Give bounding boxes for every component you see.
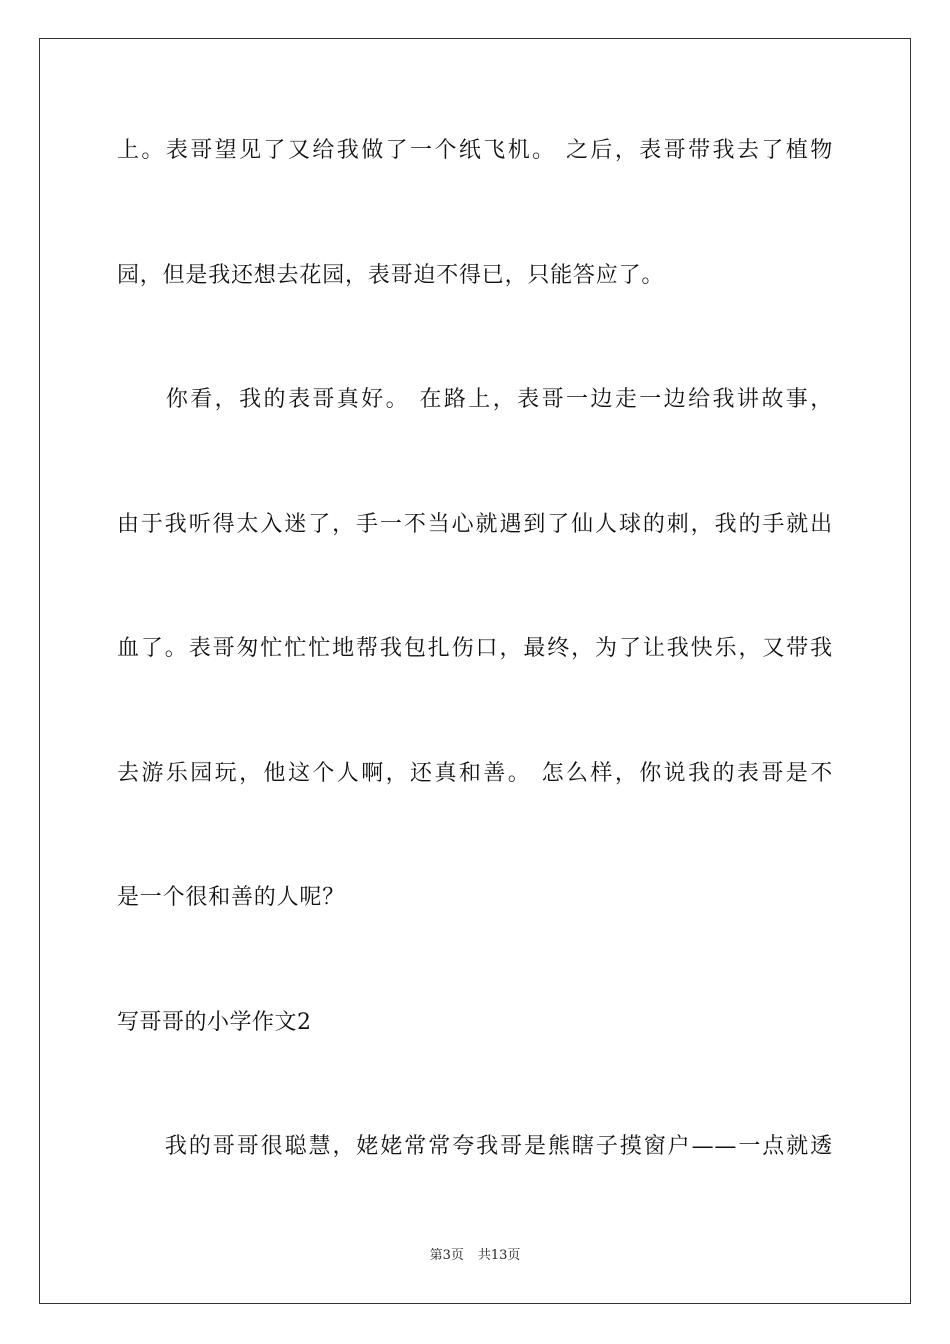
page-total: 共13页 [477,1248,521,1263]
text-line-7: 是一个很和善的人呢？ [117,885,346,910]
page-footer [0,1247,950,1265]
text-line-2: 园，但是我还想去花园，表哥迫不得已，只能答应了。 [117,263,665,288]
text-line-5: 血了。表哥匆忙忙忙地帮我包扎伤口，最终，为了让我快乐，又带我 [117,636,833,661]
section-heading: 写哥哥的小学作文2 [117,1010,312,1035]
text-line-3: 你看，我的表哥真好。 在路上，表哥一边走一边给我讲故事， [117,387,833,412]
page-border [39,38,911,1304]
page-number: 第3页 [429,1248,464,1263]
text-line-6: 去游乐园玩，他这个人啊，还真和善。 怎么样，你说我的表哥是不 [117,761,833,786]
text-line-1: 上。表哥望见了又给我做了一个纸飞机。 之后，表哥带我去了植物 [117,138,833,163]
text-line-4: 由于我听得太入迷了，手一不当心就遇到了仙人球的刺，我的手就出 [117,512,833,537]
text-line-8: 我的哥哥很聪慧，姥姥常常夸我哥是熊瞎子摸窗户——一点就透 [117,1134,833,1159]
